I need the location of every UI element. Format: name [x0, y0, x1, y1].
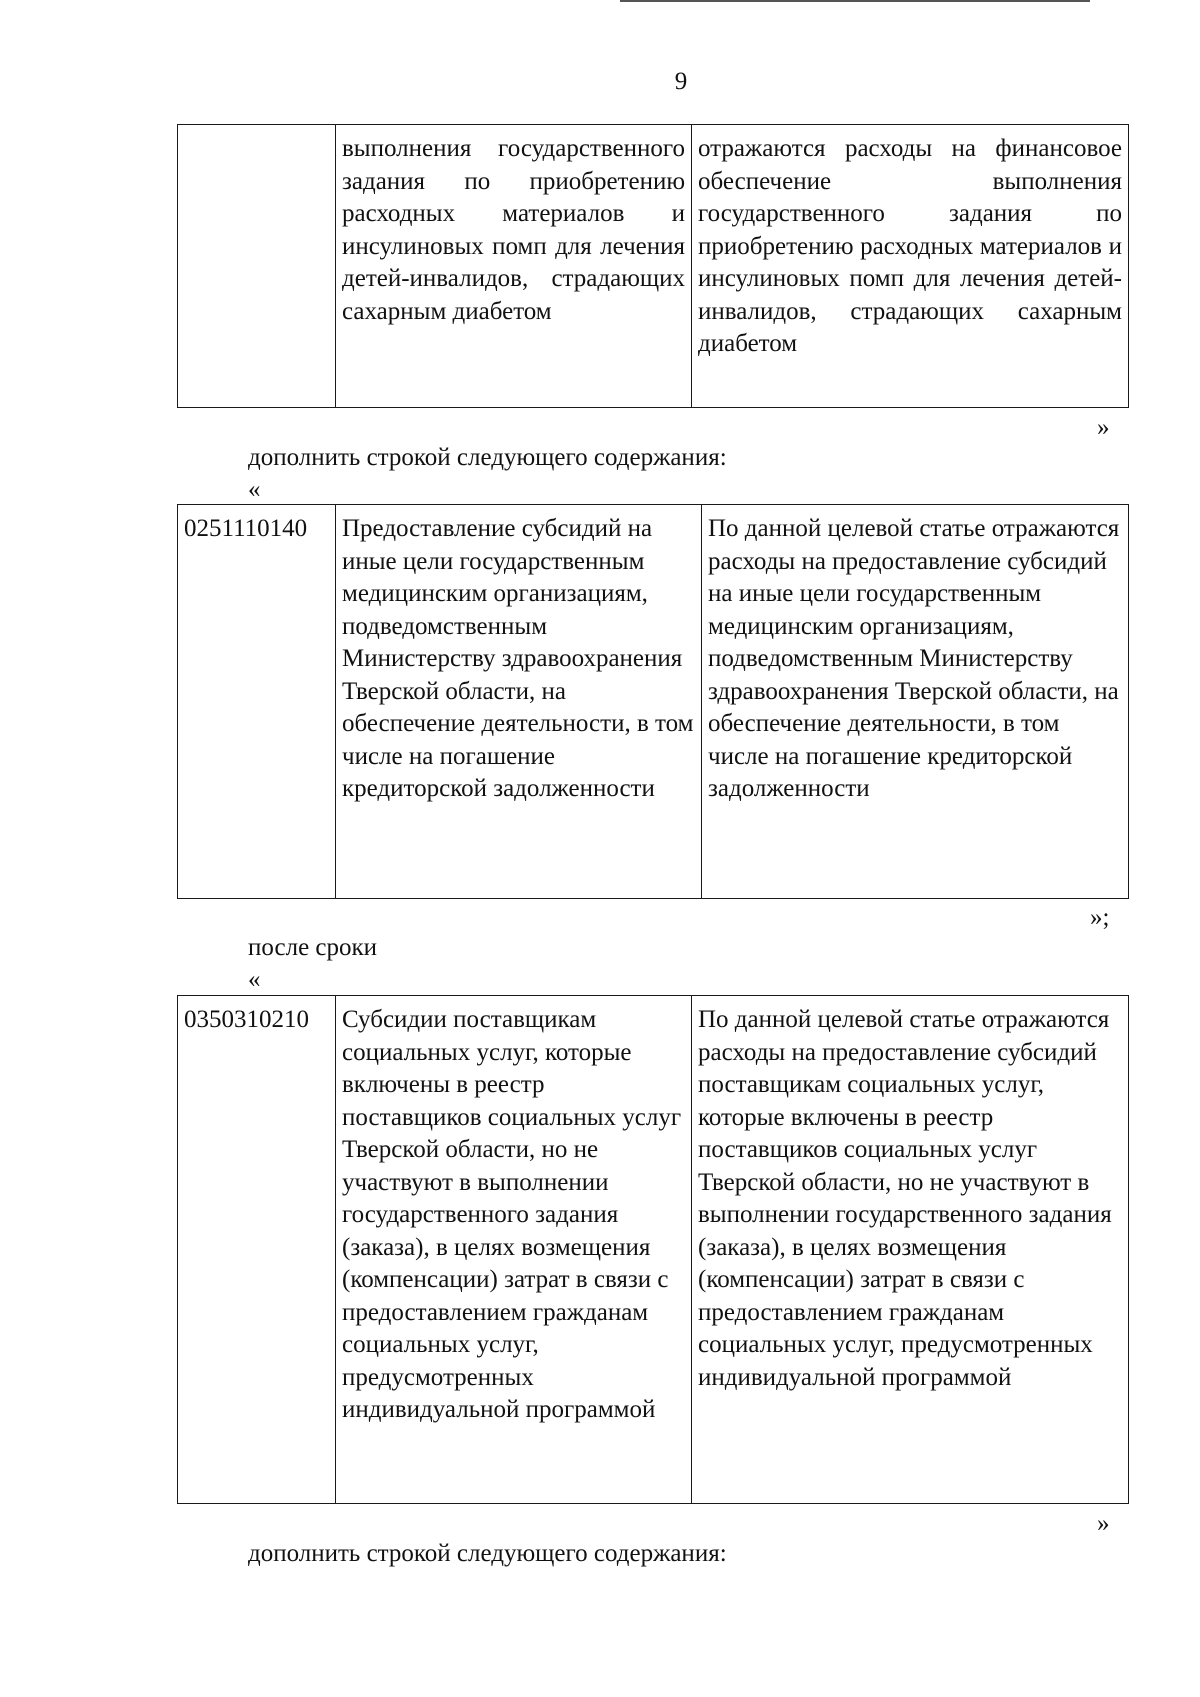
description-cell: По данной целевой статье отражаются расходы на предоставление субсидий на иные цели государственным медицинским организациям, подведомственным Министерству здравоохранения Тверской области, на обеспечение деятельности, в том числе на погашение кредиторской задолженности	[702, 505, 1129, 899]
table-row	[178, 505, 1129, 899]
name-cell: выполнения государственного задания по приобретению расходных материалов и инсулиновых помп для лечения детей-инвалидов, страдающих сахарным диабетом	[336, 125, 692, 408]
name-cell: Предоставление субсидий на иные цели государственным медицинским организациям, подведомственным Министерству здравоохранения Тверской области, на обеспечение деятельности, в том числе на погашение кредиторской задолженности	[336, 505, 702, 899]
budget-table-reference-row	[177, 995, 1129, 1504]
page-number: 9	[674, 68, 688, 95]
instruction-paragraph: дополнить строкой следующего содержания:	[248, 1540, 727, 1567]
closing-quote: »;	[1090, 904, 1110, 931]
top-edge-rule	[620, 0, 1090, 2]
opening-quote: «	[248, 966, 261, 993]
budget-table-continuation	[177, 124, 1129, 408]
instruction-paragraph: дополнить строкой следующего содержания:	[248, 444, 727, 471]
table-row	[178, 996, 1129, 1504]
name-cell: Субсидии поставщикам социальных услуг, которые включены в реестр поставщиков социальных услуг Тверской области, но не участвуют в выполнении государственного задания (заказа), в целях возмещения (компенсации) затрат в связи с предоставлением гражданам социальных услуг, предусмотренных индивидуальной программой	[336, 996, 692, 1504]
code-cell	[178, 125, 336, 408]
table-row	[178, 125, 1129, 408]
instruction-paragraph: после сроки	[248, 934, 378, 961]
description-cell: отражаются расходы на финансовое обеспечение выполнения государственного задания по приобретению расходных материалов и инсулиновых помп для лечения детей-инвалидов, страдающих сахарным диабетом	[692, 125, 1129, 408]
closing-quote: »	[1097, 1510, 1110, 1537]
opening-quote: «	[248, 476, 261, 503]
closing-quote: »	[1097, 414, 1110, 441]
description-cell: По данной целевой статье отражаются расходы на предоставление субсидий поставщикам социальных услуг, которые включены в реестр поставщиков социальных услуг Тверской области, но не участвуют в выполнении государственного задания (заказа), в целях возмещения (компенсации) затрат в связи с предоставлением гражданам социальных услуг, предусмотренных индивидуальной программой	[692, 996, 1129, 1504]
code-cell: 0350310210	[178, 996, 336, 1504]
budget-table-new-row	[177, 504, 1129, 899]
code-cell: 0251110140	[178, 505, 336, 899]
